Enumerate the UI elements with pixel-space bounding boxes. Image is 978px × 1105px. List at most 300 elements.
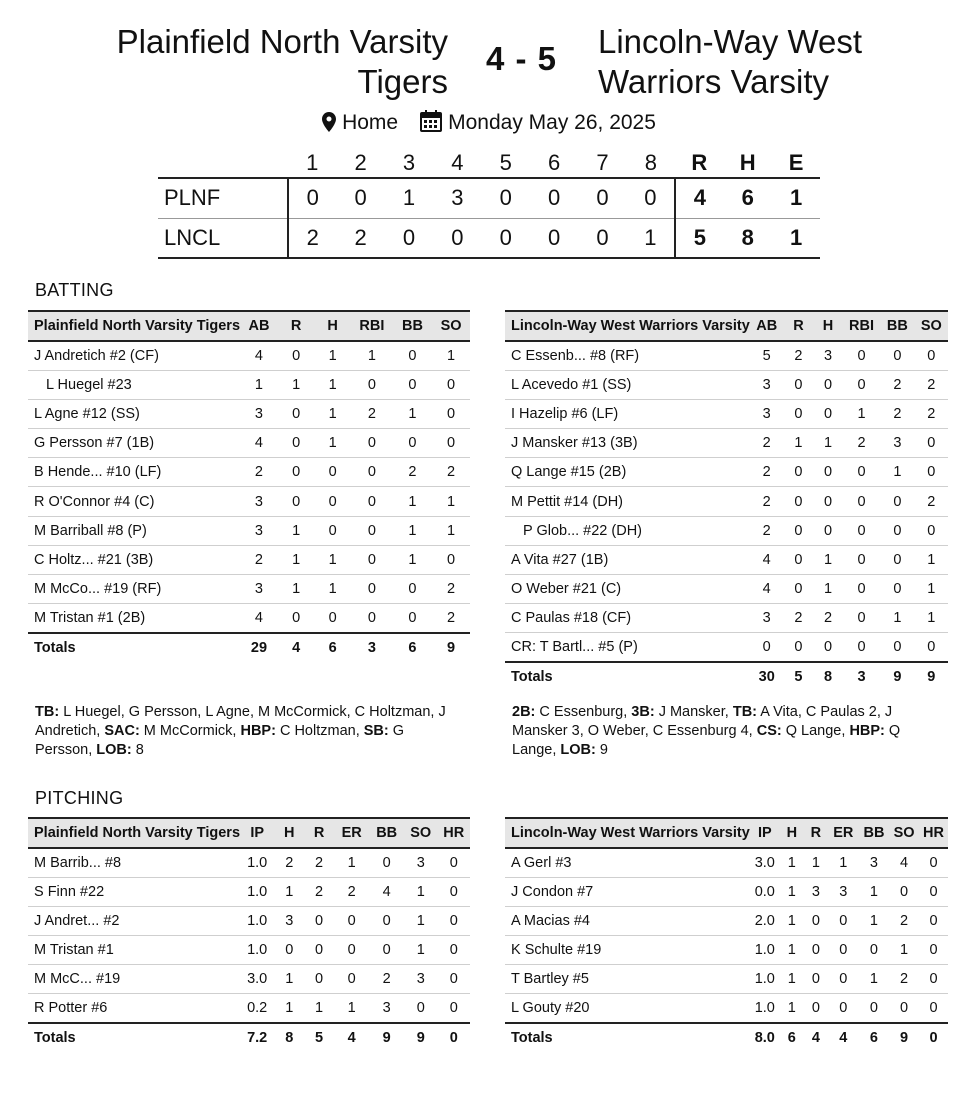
stat-value: 4 [750,545,784,574]
totals-row [505,1023,948,1052]
stat-value: 1 [915,604,948,633]
player-name: I Hazelip #6 (LF) [505,399,750,428]
stat-value: 3 [274,906,304,935]
stat-value: 0 [828,936,859,965]
stat-value: 2 [240,458,278,487]
note-label: LOB: [560,742,596,758]
player-row [28,370,470,399]
stat-value: 0 [784,516,814,545]
stat-column-header: SO [889,818,919,848]
note-label: SB: [363,723,389,739]
totals-label: Totals [28,633,240,662]
note-label: 2B: [512,704,536,720]
player-name: Q Lange #15 (2B) [505,458,750,487]
player-name: A Macias #4 [505,906,750,935]
player-row [505,965,948,994]
stat-value: 0 [880,487,914,516]
stat-column-header: ER [828,818,859,848]
stat-value: 3 [404,848,438,877]
stat-value: 0 [393,429,432,458]
stat-value: 0 [915,458,948,487]
player-row [505,370,948,399]
note-label: HBP: [849,723,885,739]
stat-value: 1 [314,370,351,399]
stat-value: 3 [240,516,278,545]
stat-value: 1 [880,604,914,633]
player-row [28,545,470,574]
note-text: Q Lange, [781,723,850,739]
stat-value: 2 [784,341,814,370]
note-label: CS: [756,723,782,739]
totals-value: 5 [784,662,814,691]
stat-value: 0 [869,1000,878,1017]
stat-value: 0 [314,516,351,545]
stat-value: 0 [784,575,814,604]
stat-column-header: HR [438,818,470,848]
totals-value: 8 [813,662,843,691]
stat-value: 0 [416,1000,425,1017]
final-score: 4 - 5 [486,40,558,77]
totals-value: 3 [351,633,393,662]
home-team-name [117,22,448,102]
stat-value: 0 [393,341,432,370]
stat-value: 0 [351,487,393,516]
hits-total: 6 [724,178,772,218]
player-row [28,575,470,604]
linescore-row-away [158,218,820,258]
stat-value: 1 [780,965,804,994]
stat-column-header: SO [432,311,470,341]
stat-value: 2 [369,965,404,994]
batting-notes-home [35,703,455,760]
stat-value: 2 [750,487,784,516]
stat-value: 0 [432,370,470,399]
inning-score: 0 [482,178,530,218]
stat-column-header: HR [919,818,948,848]
player-name: CR: T Bartl... #5 (P) [511,639,638,656]
stat-value: 0.2 [247,1000,268,1017]
player-name: R Potter #6 [34,1000,108,1017]
player-name: M Barriball #8 (P) [28,516,240,545]
note-label: 3B: [631,704,655,720]
stat-value: 0 [843,604,880,633]
stat-value: 0 [351,516,393,545]
stat-value: 5 [750,341,784,370]
totals-value: 4 [278,633,315,662]
totals-value: 6 [780,1023,804,1052]
player-name: M Tristan #1 (2B) [34,610,146,627]
player-name: A Gerl #3 [505,848,750,877]
stat-value: 0 [762,639,771,656]
stat-value: 3 [404,965,438,994]
player-name: M Pettit #14 (DH) [505,487,750,516]
stat-value: 3 [750,370,784,399]
stat-value: 1.0 [754,1000,775,1017]
player-row [28,458,470,487]
totals-value: 7.2 [240,1023,274,1052]
runs-total: 5 [675,218,723,258]
stat-value: 1 [314,545,351,574]
batting-section-title: BATTING [35,280,114,300]
player-row [505,516,948,545]
player-name: K Schulte #19 [505,936,750,965]
runs-header: R [691,149,708,175]
stat-column-header: BB [369,818,404,848]
stat-value: 0 [274,936,304,965]
stat-value: 2 [843,429,880,458]
stat-value: 0 [408,610,417,627]
inning-score: 0 [578,178,626,218]
stat-value: 3 [750,399,784,428]
player-name: J Andretich #2 (CF) [28,341,240,370]
team-column-header: Lincoln-Way West Warriors Varsity [505,311,750,341]
stat-value: 4 [889,848,919,877]
inning-score: 2 [336,218,384,258]
stat-value: 0 [828,965,859,994]
stat-value: 0 [438,965,470,994]
stat-column-header: BB [880,311,914,341]
stat-value: 1 [843,399,880,428]
stats-header-row [28,311,470,341]
stat-column-header: H [274,818,304,848]
stat-value: 0 [794,639,803,656]
stat-value: 0 [823,639,833,656]
errors-header: E [788,149,804,175]
inning-score: 1 [385,178,433,218]
stat-value: 0 [880,341,914,370]
player-row [28,487,470,516]
stat-column-header: AB [240,311,278,341]
note-text: G Persson, [35,723,405,758]
stats-header-row [505,818,948,848]
note-text: 8 [131,742,144,758]
totals-value: 4 [828,1023,859,1052]
stat-value: 1 [432,516,470,545]
stat-value: 2 [351,399,393,428]
stat-value: 2 [784,604,814,633]
inning-header: 3 [402,149,416,175]
stat-value: 1 [351,341,393,370]
stat-value: 1 [915,545,948,574]
totals-value: 6 [859,1023,890,1052]
stat-value: 0 [839,1000,848,1017]
inning-header: 2 [354,149,367,175]
batting-table-home [28,310,470,662]
stat-value: 0 [432,399,470,428]
stat-value: 0 [369,936,404,965]
stat-value: 1.0 [750,965,780,994]
totals-value: 0 [919,1023,948,1052]
stat-value: 0 [278,458,315,487]
stat-value: 1 [315,1000,324,1017]
player-row [505,487,948,516]
stat-value: 0 [843,370,880,399]
note-text: C Holtzman, [275,723,364,739]
stat-value: 0 [915,429,948,458]
totals-row [28,1023,470,1052]
player-name: S Finn #22 [28,877,240,906]
hits-header: H [739,149,756,175]
stat-value: 0 [432,545,470,574]
inning-header: 8 [644,149,658,175]
player-row [505,341,948,370]
home-team-line1: Plainfield North Varsity [116,23,448,60]
stat-column-header: R [304,818,334,848]
player-name: M McCo... #19 (RF) [28,575,240,604]
stat-value: 0 [351,458,393,487]
stat-value: 0 [813,516,843,545]
player-row [28,604,470,633]
stat-value: 0 [880,545,914,574]
stat-value: 2 [750,516,784,545]
inning-score: 0 [530,178,578,218]
stat-value: 1 [432,487,470,516]
stat-value: 0 [915,516,948,545]
location-pin-icon [322,112,336,138]
totals-value: 0 [438,1023,470,1052]
stat-value: 1 [804,848,828,877]
stat-column-header: BB [859,818,890,848]
stat-value: 1 [393,545,432,574]
totals-value: 9 [369,1023,404,1052]
stat-value: 0 [314,487,351,516]
pitching-table-home [28,817,470,1052]
stat-value: 0 [859,936,890,965]
date-text: Monday May 26, 2025 [448,111,656,134]
stat-value: 0 [900,1000,909,1017]
stat-column-header: SO [404,818,438,848]
stat-value: 0 [351,429,393,458]
stat-column-header: IP [750,818,780,848]
player-row [28,906,470,935]
stat-value: 1 [432,341,470,370]
player-row [28,848,470,877]
stat-column-header: RBI [843,311,880,341]
errors-total: 1 [772,218,820,258]
stat-value: 2 [889,965,919,994]
stat-value: 3 [880,429,914,458]
stat-value: 0 [919,848,948,877]
note-label: LOB: [96,742,132,758]
stat-value: 1.0 [750,936,780,965]
stat-value: 0 [811,1000,820,1017]
player-row [505,545,948,574]
note-text: 9 [595,742,608,758]
stat-value: 1 [347,1000,356,1017]
stat-value: 0 [393,575,432,604]
player-row [505,633,948,662]
player-name: C Paulas #18 (CF) [505,604,750,633]
stat-value: 3 [382,1000,391,1017]
player-name: R O'Connor #4 (C) [28,487,240,516]
inning-score: 0 [336,178,384,218]
stat-value: 1 [314,429,351,458]
player-row [505,994,948,1023]
player-name: B Hende... #10 (LF) [28,458,240,487]
stat-value: 3.0 [240,965,274,994]
player-name: A Vita #27 (1B) [505,545,750,574]
note-text: A Vita, C Paulas 2, J Mansker 3, O Weber, C Essenburg 4, [512,704,893,739]
away-team-line1: Lincoln-Way West [598,23,863,60]
stat-value: 0 [278,341,315,370]
player-name: O Weber #21 (C) [505,575,750,604]
stat-value: 0 [367,610,376,627]
team-column-header: Plainfield North Varsity Tigers [28,818,240,848]
note-text: M McCormick, [139,723,241,739]
team-abbrev: PLNF [158,178,288,218]
totals-value: 4 [334,1023,369,1052]
stat-value: 2 [889,906,919,935]
stat-value: 2 [915,370,948,399]
stat-value: 4 [750,575,784,604]
game-header [0,18,978,108]
away-team-line2: Warriors Varsity [598,63,829,100]
player-name: L Acevedo #1 (SS) [505,370,750,399]
stat-value: 0 [893,639,902,656]
stat-value: 1 [274,877,304,906]
stat-value: 0 [857,639,866,656]
note-text: L Huegel, G Persson, L Agne, M McCormick, C Holtzman, J Andretich, [35,704,446,739]
inning-header: 4 [451,149,464,175]
player-row [28,399,470,428]
stat-value: 0 [784,487,814,516]
stat-value: 0 [393,370,432,399]
stat-value: 1 [240,370,278,399]
stat-value: 1 [828,848,859,877]
player-name: M Barrib... #8 [28,848,240,877]
stat-column-header: AB [750,311,784,341]
stats-header-row [28,818,470,848]
totals-label: Totals [28,1023,240,1052]
player-row [505,906,948,935]
stat-value: 0 [919,877,948,906]
team-abbrev: LNCL [158,218,288,258]
note-label: SAC: [104,723,140,739]
stat-value: 3 [750,604,784,633]
player-row [505,429,948,458]
player-row [505,604,948,633]
stat-value: 1 [314,341,351,370]
stat-value: 0 [369,906,404,935]
stat-value: 1 [813,575,843,604]
stat-value: 0 [784,545,814,574]
stat-value: 2 [750,429,784,458]
stat-value: 1 [278,545,315,574]
stat-value: 1 [404,936,438,965]
stat-column-header: BB [393,311,432,341]
team-header-cell [158,148,288,178]
stat-value: 1 [314,399,351,428]
stat-value: 1 [278,575,315,604]
player-row [505,877,948,906]
player-name: C Essenb... #8 (RF) [505,341,750,370]
stat-value: 0 [432,429,470,458]
stat-value: 3 [813,341,843,370]
stat-value: 1.0 [240,848,274,877]
totals-label: Totals [505,662,750,691]
totals-value: 9 [915,662,948,691]
stat-value: 1 [285,1000,294,1017]
stat-value: 0 [438,848,470,877]
stat-value: 2 [915,399,948,428]
stat-value: 0 [334,965,369,994]
hits-total: 8 [724,218,772,258]
runs-total: 4 [675,178,723,218]
stat-value: 4 [369,877,404,906]
stat-value: 1.0 [240,936,274,965]
stat-value: 0 [438,877,470,906]
player-row [28,936,470,965]
team-column-header: Plainfield North Varsity Tigers [28,311,240,341]
totals-value: 30 [750,662,784,691]
stat-column-header: SO [915,311,948,341]
pitching-section-title: PITCHING [35,788,124,808]
stat-column-header: H [780,818,804,848]
inning-score: 0 [627,178,675,218]
batting-notes-away [512,703,942,760]
inning-header: 6 [548,149,561,175]
stat-value: 1 [404,877,438,906]
stat-value: 2 [750,458,784,487]
stat-value: 0 [328,610,337,627]
inning-score: 0 [288,178,336,218]
stat-value: 0 [843,575,880,604]
player-row [505,848,948,877]
stat-value: 1.0 [240,877,274,906]
stat-value: 0 [304,936,334,965]
stat-value: 1 [404,906,438,935]
totals-row [505,662,948,691]
stat-value: 0 [880,575,914,604]
player-row [505,575,948,604]
inning-header: 7 [596,149,609,175]
home-team-line2: Tigers [357,63,448,100]
player-row [28,877,470,906]
stat-value: 0 [351,370,393,399]
totals-value: 8.0 [750,1023,780,1052]
stat-value: 2.0 [750,906,780,935]
stat-value: 3 [240,575,278,604]
player-name: J Andret... #2 [28,906,240,935]
stat-value: 1 [393,516,432,545]
stat-value: 3 [240,399,278,428]
location-text: Home [342,111,399,134]
stat-value: 0 [278,399,315,428]
inning-score: 0 [578,218,626,258]
stat-value: 2 [274,848,304,877]
totals-value: 3 [843,662,880,691]
stat-column-header: R [278,311,315,341]
note-text: Q Lange, [512,723,901,758]
inning-score: 0 [482,218,530,258]
stat-value: 2 [915,487,948,516]
stat-value: 4 [240,341,278,370]
player-row [28,341,470,370]
stat-value: 1 [787,1000,796,1017]
stat-value: 1 [393,487,432,516]
stat-value: 1 [859,906,890,935]
stat-value: 1 [780,936,804,965]
stat-value: 1 [780,906,804,935]
stat-value: 0 [919,965,948,994]
totals-value: 9 [432,633,470,662]
stat-value: 1 [278,370,315,399]
stat-column-header: ER [334,818,369,848]
player-row [28,965,470,994]
stat-value: 1 [780,877,804,906]
player-row [505,458,948,487]
stat-value: 0 [919,906,948,935]
